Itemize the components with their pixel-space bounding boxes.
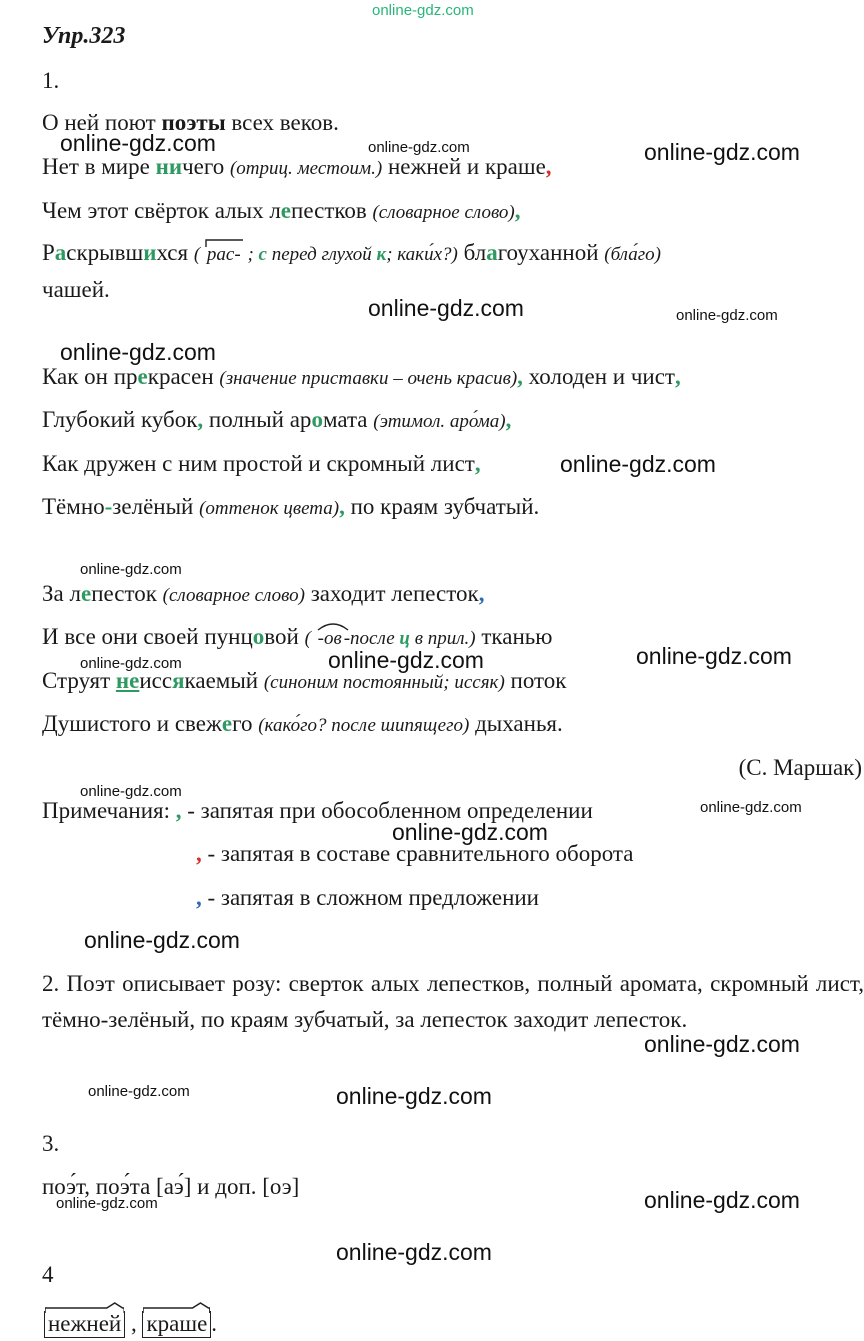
section-3-text: поэ́т, поэ́та [аэ́] и доп. [оэ] [42, 1174, 300, 1199]
poem-line-10: За лепесток (словарное слово) заходит лепесток, [42, 581, 485, 606]
watermark: online-gdz.com [644, 1187, 800, 1213]
section-number: 1. [42, 68, 60, 93]
watermark: online-gdz.com [88, 1083, 190, 1100]
poem-line-9: Тёмно-зелёный (оттенок цвета), по краям зубчатый. [42, 494, 540, 519]
poem-line-13: Душистого и свежего (како́го? после шипящего) дыханья. [42, 711, 563, 736]
exercise-title: Упр.323 [42, 23, 126, 49]
watermark: online-gdz.com [336, 1083, 492, 1109]
poem-line-1: О ней поют поэты всех веков. [42, 110, 339, 135]
section-number: 4 [42, 1262, 54, 1287]
notes-line-3: , - запятая в сложном предложении [196, 885, 539, 910]
poem-line-3: Чем этот свёрток алых лепестков (словарное слово), [42, 198, 521, 223]
poem-line-8: Как дружен с ним простой и скромный лист, [42, 451, 481, 476]
word-box: краше [142, 1311, 211, 1338]
notes-line-1: Примечания: , - запятая при обособленном определении [42, 798, 593, 823]
watermark: online-gdz.com [336, 1239, 492, 1265]
poem-line-2: Нет в мире ничего (отриц. местоим.) нежней и краше, [42, 154, 552, 179]
watermark: online-gdz.com [636, 643, 792, 669]
watermark: online-gdz.com [84, 927, 240, 953]
poem-line-7: Глубокий кубок, полный аромата (этимол. аро́ма), [42, 407, 512, 432]
section-2-text: 2. Поэт описывает розу: свeрток алых лепестков, полный аромата, скромный лист, тёмно-зелёный, по краям зубчатый, за лепесток заходит лепесток. [42, 971, 864, 1032]
watermark: online-gdz.com [328, 647, 484, 673]
watermark: online-gdz.com [80, 655, 182, 672]
poem-line-4: Раскрывшихся ( рас- ; с перед глухой к; каки́х?) благоуханной (бла́го) [42, 239, 661, 269]
watermark: online-gdz.com [644, 139, 800, 165]
watermark: online-gdz.com [80, 561, 182, 578]
notes-line-2: , - запятая в составе сравнительного оборота [196, 841, 634, 866]
poem-line-5: чашей. [42, 277, 110, 302]
poem-line-6: Как он прекрасен (значение приставки – очень красив), холоден и чист, [42, 364, 681, 389]
watermark: online-gdz.com [56, 1195, 158, 1212]
watermark: online-gdz.com [700, 799, 802, 816]
watermark: online-gdz.com [644, 1031, 800, 1057]
watermark: online-gdz.com [368, 139, 470, 156]
section-4-words: нежней , краше . [44, 1310, 217, 1338]
poem-line-12: Струят неиссякаемый (синоним постоянный; иссяк) поток [42, 668, 567, 693]
watermark: online-gdz.com [60, 130, 216, 156]
watermark: online-gdz.com [368, 295, 524, 321]
watermark: online-gdz.com [392, 819, 548, 845]
prefix-mark: рас- [205, 241, 243, 269]
watermark: online-gdz.com [60, 339, 216, 365]
author: (С. Маршак) [738, 755, 862, 780]
watermark: online-gdz.com [560, 451, 716, 477]
word-box: нежней [44, 1311, 125, 1338]
watermark-top: online-gdz.com [372, 2, 474, 19]
suffix-mark: -ов [316, 625, 344, 653]
watermark: online-gdz.com [676, 307, 778, 324]
watermark: online-gdz.com [80, 783, 182, 800]
poem-line-11: И все они своей пунцовой ( -ов -после ц в прил.) тканью [42, 623, 552, 653]
section-number: 3. [42, 1131, 60, 1156]
